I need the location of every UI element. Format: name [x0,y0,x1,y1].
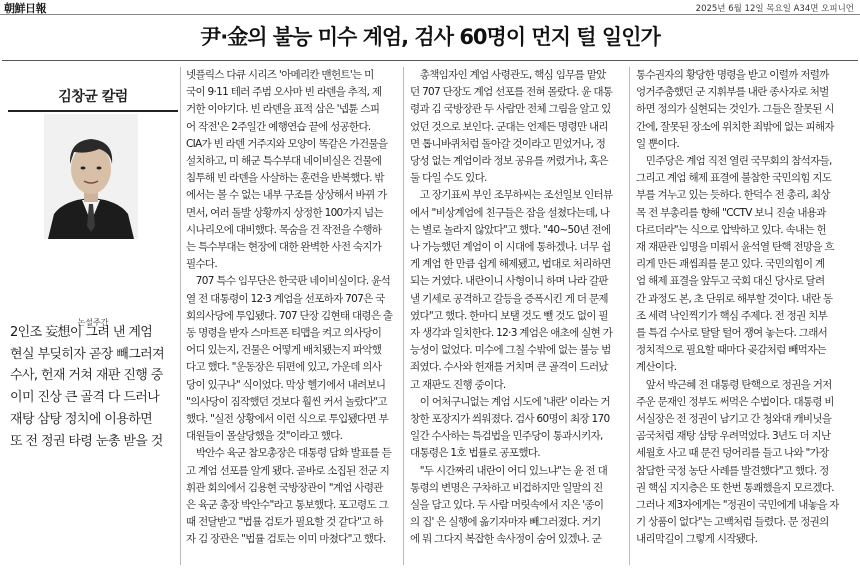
body-line: 를 특검 수사로 탈탈 털어 쟁여 놓는다. 그래서 [636,327,828,340]
body-line: 그러나 제3자에게는 "정권이 국민에게 내놓을 자 [636,499,839,512]
body-line: 고 계엄 선포를 알게 됐다. 곧바로 소집된 전군 지 [186,464,390,477]
body-line: 나 가능했던 계엄이 이 시대에 통하겠나. 너무 쉽 [410,241,611,254]
body-line: 는 특수부대는 현장에 대한 완벽한 사전 숙지가 [186,241,382,254]
body-line: CIA가 빈 라덴 거주지와 모양이 똑같은 가건물을 [186,137,388,150]
newspaper-logo: 朝鮮日報 [4,2,46,15]
body-line: 했다. "실전 상황에서 이런 식으로 투입됐다면 부 [186,413,389,426]
deck-line: 현실 부딪히자 곧장 빼그러져 [10,346,165,362]
body-line: 간에, 잘못된 장소에 위치한 죄밖에 없는 피해자 [636,120,834,133]
body-line: 곰국처럼 재탕 삼탕 우려먹었다. 3년도 더 지난 [636,430,831,443]
body-line: 의 집' 은 실행에 옮기자마자 빼그러졌다. 거기 [410,516,601,529]
body-column-2 [410,67,622,549]
body-line: 창한 포장지가 씌워졌다. 검사 60명이 최장 170 [410,413,610,426]
article-headline: 尹·金의 불능 미수 계엄, 검사 60명이 먼지 털 일인가 [200,25,660,49]
body-line: 국이 9·11 테러 주범 오사마 빈 라덴을 추적, 제 [186,86,382,99]
body-line: 재 재판관 임명을 미뤄서 윤석열 탄핵 전망을 흐 [636,241,834,254]
body-line: 당이 있구나" 식이었다. 막상 헬기에서 내려보니 [186,378,386,391]
body-line: 간 과정도 본, 초 단위로 해부할 것이다. 내란 동 [636,292,833,305]
author-photo [44,114,138,239]
body-line: 었던 것으로 보인다. 군대는 언제든 명령만 내리 [410,120,608,133]
masthead-bar [0,0,860,15]
deck-line: 또 전 정권 타령 눈총 받을 것 [10,433,163,449]
body-line: "두 시간짜리 내란이 어디 있느냐"는 윤 전 대 [410,464,608,477]
body-line: 총책임자인 계엄 사령관도, 핵심 임무를 맡았 [410,69,606,81]
deck-line: 이미 진상 큰 골격 다 드러나 [10,390,160,406]
body-line: 에서 "비상계엄에 친구들은 잠을 설쳤다는데, 나 [410,206,610,219]
body-line: 능성이 없었다. 미수에 그칠 수밖에 없는 불능 범 [410,344,611,357]
body-line: 침투해 빈 라덴을 사살하는 훈련을 반복했다. 밖 [186,172,384,185]
body-line: 엄 해제 표결을 앞두고 국회 대신 당사로 달려 [636,275,825,288]
body-line: 게 계엄 한 만큼 쉽게 해제됐고, 법대로 처리하면 [410,258,611,271]
body-line: 대통령은 1호 법률로 공포했다. [410,447,540,460]
body-line: 앞서 박근혜 전 대통령 탄핵으로 정권을 거저 [636,378,832,391]
body-line: 하면 정의가 실현되는 것인가. 그들은 잘못된 시 [636,103,834,116]
column-divider [629,67,630,565]
body-line: 되는 거였다. 내란이니 사형이니 하며 나라 갈판 [410,275,608,288]
body-line: 리게 만든 괘씸죄를 묻고 있다. 국민의힘이 계 [636,258,825,271]
body-line: 대원들이 몰살당했을 것"이라고 했다. [186,430,343,443]
body-line: 내리막길이 그렇게 시작됐다. [636,533,758,546]
body-line: 어디 있는지, 건물은 어떻게 배치됐는지 파악했 [186,344,382,357]
body-line: 는 별로 놀라지 않았다"고 했다. "40~50년 전에 [410,223,611,236]
body-line: 세월호 사고 때 문건 덩어리를 들고 나와 "가장 [636,447,829,460]
body-line: 였다"고 했다. 한마디 보탤 것도 뺄 것도 없이 필 [410,309,608,322]
dateline: 2025년 6월 12일 목요일 A34면 오피니언 [695,4,854,14]
article-deck [10,236,180,452]
body-line: 707 특수 임무단은 한국판 네이비실이다. 윤석 [186,275,391,288]
body-line: 그리고 계엄 해제 표결에 불참한 국민의힘 지도 [636,172,832,185]
body-line: 둘 다일 수도 있다. [410,172,487,185]
body-line: 거한 이야기다. 빈 라덴을 표적 삼은 '넵튠 스피 [186,103,380,116]
body-line: 참담한 국정 농단 사례를 발견했다"고 했다. 정 [636,464,829,477]
body-line: 목 전 부총리를 향해 "CCTV 보니 진술 내용과 [636,206,826,219]
body-line: 다고 했다. "운동장은 뒤편에 있고, 가운데 의사 [186,361,382,374]
body-line: 고 재판도 진행 중이다. [410,378,506,391]
body-line: 필수다. [186,258,217,271]
body-line: 통령의 변명은 구차하고 비겁하지만 일말의 진 [410,481,603,494]
body-line: 죄였다. 수사와 헌재를 거치며 큰 골격이 드러났 [410,361,608,374]
body-line: 넷플릭스 다큐 시리즈 '아메리칸 맨헌트'는 미 [186,69,374,81]
body-line: 계산이다. [636,361,677,374]
body-line: 시나리오에 대비했다. 목숨을 건 작전을 수행하 [186,223,382,236]
body-column-3 [636,67,854,549]
body-line: 정치적으로 필요할 때마다 곶감처럼 빼먹자는 [636,344,826,357]
column-divider [180,67,181,565]
photo-caption: 논설주간 [77,318,109,327]
body-line: 은 육군 총장 박안수"라고 통보했다. 포고령도 그 [186,499,389,512]
body-line: 부를 겨누고 있는 듯하다. 한덕수 전 총리, 최상 [636,189,830,202]
headline-rule [2,60,858,61]
body-line: 에 뭐 그다지 복잡한 속사정이 숨어 있겠나. 군 [410,533,602,546]
body-line: 다르더라"는 식으로 압박하고 있다. 속내는 헌 [636,223,826,236]
body-line: 일간 수사하는 특검법을 민주당이 통과시키자, [410,430,603,443]
body-line: 민주당은 계엄 직전 열린 국무회의 참석자들, [636,155,832,168]
body-line: 고 장기표씨 부인 조무하씨는 조선일보 인터뷰 [410,189,613,202]
body-line: 조 세력 낙인찍기가 핵심 주제다. 전 정권 치부 [636,309,828,322]
body-line: 기 상품이 없다"는 고백처럼 들렸다. 문 정권의 [636,516,829,529]
body-line: 열 전 대통령이 12·3 계엄을 선포하자 707은 국 [186,292,385,305]
body-line: 회의사당에 투입됐다. 707 단장 김현태 대령은 출 [186,309,393,322]
body-line: 통수권자의 황당한 명령을 받고 이럴까 저럴까 [636,69,829,81]
body-line: 설치하고, 미 해군 특수부대 네이비실은 건물에 [186,155,382,168]
column-divider [403,67,404,565]
body-line: 엉거주춤했던 군 지휘부를 내란 종사자로 처벌 [636,86,829,99]
body-line: 면 톱니바퀴처럼 돌아갈 것이라고 믿었거나, 정 [410,137,606,150]
deck-line: 재탕 삼탕 정치에 이용하면 [10,411,153,427]
body-line: 이 어처구니없는 계엄 시도에 '내란' 이라는 거 [410,395,610,408]
body-line: 휘관 회의에서 김용현 국방장관이 "계엄 사령관 [186,481,383,494]
body-line: 동 명령을 받자 스마트폰 티맵을 켜고 의사당이 [186,327,382,340]
column-title: 김창균 칼럼 [8,86,178,112]
body-line: "의사당이 짐작했던 것보다 훨씬 커서 놀랐다"고 [186,395,387,408]
deck-line: 2인조 妄想이 그려 낸 계엄 [10,325,153,340]
body-line: 권 핵심 지지층은 또 한번 통쾌했을지 모르겠다. [636,481,834,494]
body-line: 어 작전'은 2주일간 예행연습 끝에 성공한다. [186,120,371,133]
body-line: 령과 김 국방장관 두 사람만 전체 그림을 알고 있 [410,103,611,116]
body-line: 주운 문재인 정부도 써먹은 수법이다. 대통령 비 [636,395,834,408]
body-line: 자 김 장관은 "법률 검토는 이미 마쳤다"고 했다. [186,533,386,546]
body-line: 서실장은 전 정권이 남기고 간 청와대 캐비닛을 [636,413,832,426]
body-line: 던 707 단장도 계엄 선포를 전혀 몰랐다. 윤 대통 [410,86,613,99]
body-line: 낼 기세로 공격하고 갈등을 증폭시킨 게 더 문제 [410,292,608,305]
body-line: 당성 없는 계엄이라 정보 공유를 꺼렸거나, 혹은 [410,155,608,168]
deck-line: 수사, 헌재 거쳐 재판 진행 중 [10,368,163,384]
body-line: 자 생각과 일치한다. 12·3 계엄은 애초에 실현 가 [410,327,613,340]
body-line: 때 전달받고 "법률 검토가 필요할 것 같다"고 하 [186,516,383,529]
body-line: 실을 담고 있다. 두 사람 머릿속에서 지은 '종이 [410,499,604,512]
body-line: 에서는 볼 수 없는 내부 구조를 상상해서 바뀌 가 [186,189,387,202]
body-line: 박안수 육군 참모총장은 대통령 담화 발표를 듣 [186,447,392,460]
body-line: 일 뿐이다. [636,137,680,150]
body-column-1 [186,67,396,549]
body-line: 면서, 여러 돌발 상황까지 상정한 100가지 넘는 [186,206,383,219]
